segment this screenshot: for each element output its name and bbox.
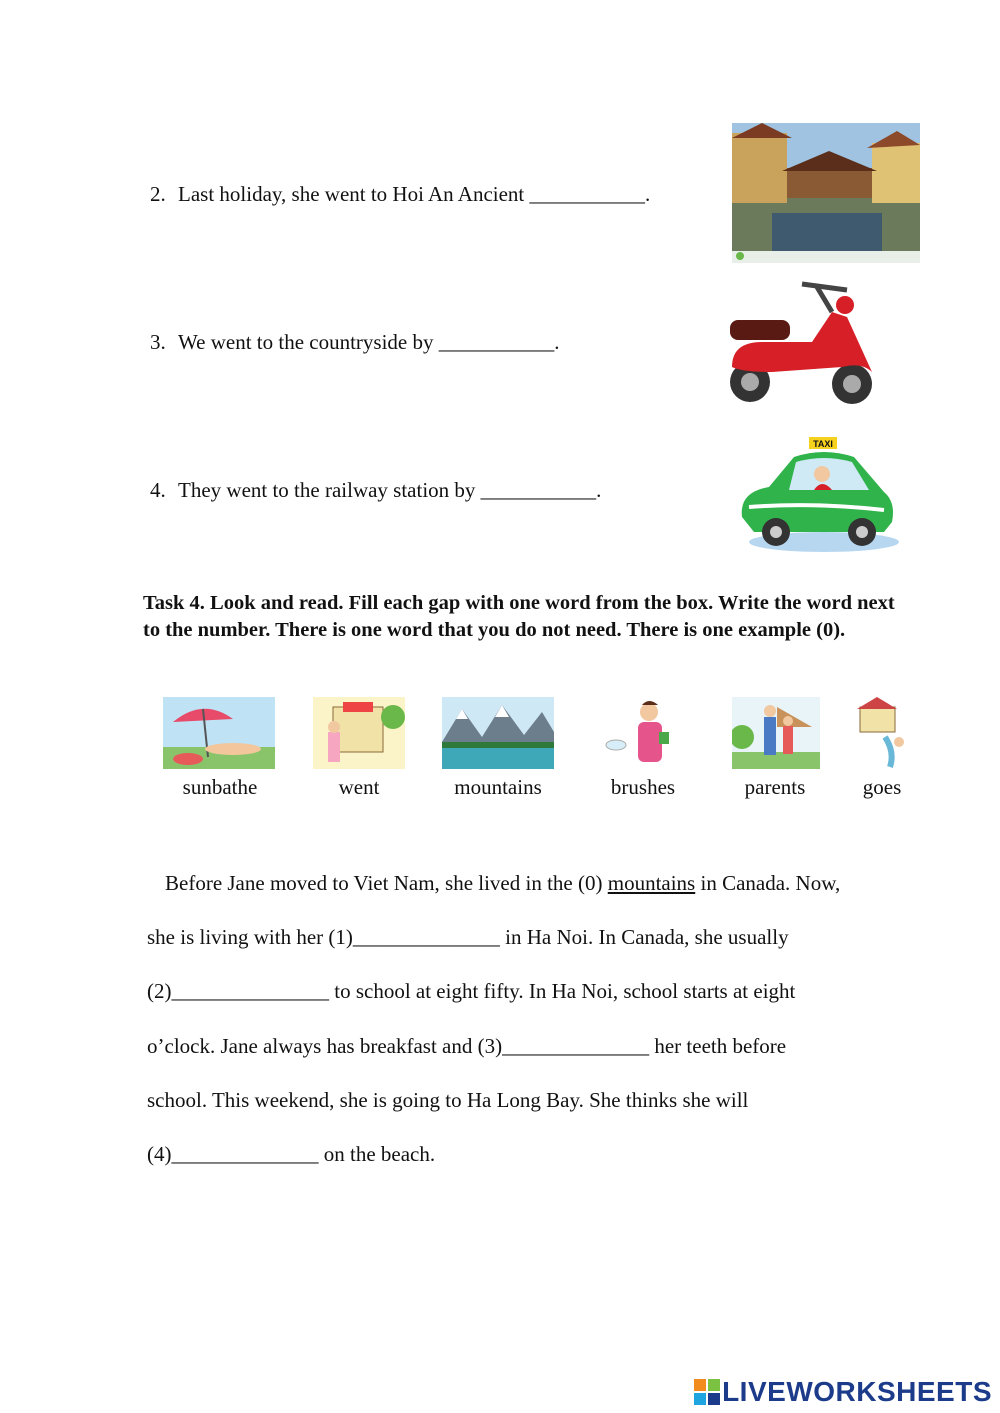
taxi-sign: TAXI	[813, 439, 833, 449]
word-parents: parents	[744, 775, 806, 799]
sunbathe-image	[163, 697, 275, 769]
task-4-instruction: Task 4. Look and read. Fill each gap with one word from the box. Write the word next to the number. There is one word that you do not need. There is one example (0).	[143, 592, 895, 641]
brushes-image	[604, 697, 686, 769]
passage-text: in Canada. Now,	[695, 871, 841, 895]
hoi-an-bridge-image	[732, 123, 920, 263]
logo-text: LIVEWORKSHEETS	[722, 1376, 992, 1407]
question-4	[150, 478, 601, 503]
question-text: Last holiday, she went to Hoi An Ancient ___________.	[178, 182, 651, 206]
question-3	[150, 330, 560, 355]
passage-line-3: (2)_______________ to school at eight fifty. In Ha Noi, school starts at eight	[147, 979, 796, 1003]
passage-line-5: school. This weekend, she is going to Ha Long Bay. She thinks she will	[147, 1088, 749, 1112]
liveworksheets-logo	[694, 1377, 992, 1407]
goes-image	[855, 697, 907, 769]
question-text: They went to the railway station by ___________.	[178, 478, 602, 502]
question-number: 2.	[150, 182, 166, 206]
question-text: We went to the countryside by ___________.	[178, 330, 560, 354]
example-answer: mountains	[607, 871, 696, 895]
passage-line-4: o’clock. Jane always has breakfast and (3)______________ her teeth before	[147, 1034, 787, 1058]
word-mountains: mountains	[454, 775, 542, 799]
word-goes: goes	[862, 775, 902, 799]
passage-line-1	[165, 856, 955, 910]
question-2	[150, 182, 650, 207]
passage-line-6: (4)______________ on the beach.	[147, 1142, 436, 1166]
word-sunbathe: sunbathe	[182, 775, 258, 799]
scooter-image	[722, 272, 880, 408]
word-brushes: brushes	[610, 775, 676, 799]
passage-text: Before Jane moved to Viet Nam, she lived in the (0)	[165, 871, 608, 895]
question-number: 4.	[150, 478, 166, 502]
went-image	[313, 697, 405, 769]
parents-image	[732, 697, 820, 769]
question-number: 3.	[150, 330, 166, 354]
liveworksheets-logo-icon	[694, 1379, 720, 1405]
mountains-image	[442, 697, 554, 769]
passage-line-2: she is living with her (1)______________ in Ha Noi. In Canada, she usually	[147, 925, 789, 949]
taxi-image	[734, 432, 900, 554]
word-went: went	[338, 775, 380, 799]
